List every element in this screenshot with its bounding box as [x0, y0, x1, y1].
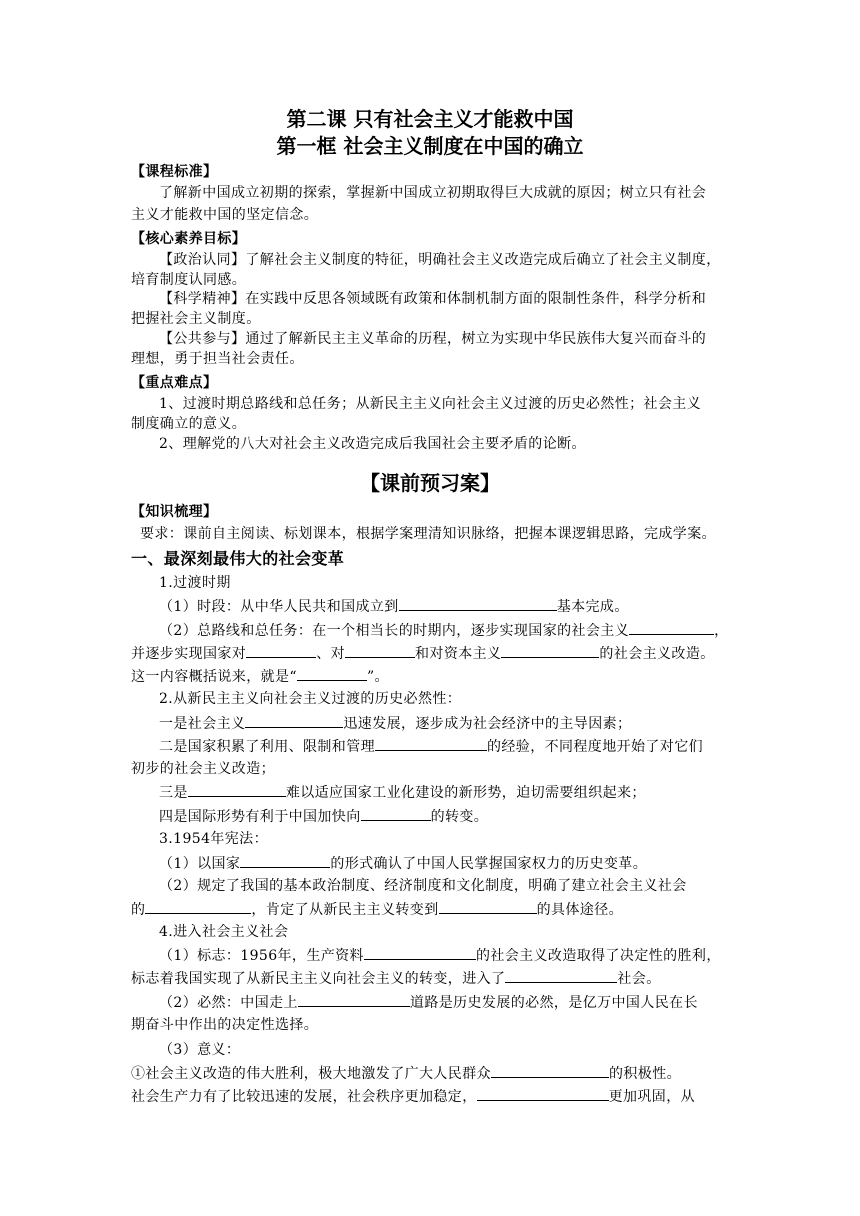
requirement-text: 要求：课前自主阅读、标划课本，根据学案理清知识脉络，把握本课逻辑思路，完成学案。 [140, 526, 716, 542]
answer-blank[interactable] [629, 620, 714, 635]
fill-line-general-line-3: 这一内容概括说来，就是“ ”。 [131, 666, 389, 687]
scientific-spirit-line-1: 【科学精神】在实践中反思各领域既有政策和体制机制方面的限制性条件，科学分析和 [159, 291, 707, 307]
answer-blank[interactable] [240, 853, 330, 868]
significance-heading: （3）意义： [159, 1042, 241, 1058]
knowledge-heading: 【知识梳理】 [131, 504, 218, 520]
fill-line-significance-1: ①社会主义改造的伟大胜利，极大地激发了广大人民群众 的积极性。 [131, 1063, 681, 1084]
course-standard-heading: 【课程标准】 [131, 164, 218, 180]
answer-blank[interactable] [375, 736, 487, 751]
answer-blank[interactable] [188, 782, 286, 797]
fill-line-necessity-4: 四是国际形势有利于中国加快向 的转变。 [159, 806, 488, 827]
fill-line-necessity-road: （2）必然：中国走上 道路是历史发展的必然，是亿万中国人民在长 [159, 992, 698, 1013]
section-1-heading: 一、最深刻最伟大的社会变革 [131, 549, 345, 568]
subsection-1-title: 1.过渡时期 [159, 575, 231, 591]
fill-line-constitution-1: （1）以国家 的形式确认了中国人民掌握国家权力的历史变革。 [159, 853, 647, 874]
frame-title: 第一框 社会主义制度在中国的确立 [276, 134, 584, 158]
course-standard-line-2: 主义才能救中国的坚定信念。 [131, 207, 319, 223]
answer-blank[interactable] [345, 643, 415, 658]
fill-line-necessity-road-cont: 期奋斗中作出的决定性选择。 [131, 1017, 319, 1033]
answer-blank[interactable] [245, 713, 343, 728]
fill-line-constitution-2: （2）规定了我国的基本政治制度、经济制度和文化制度，明确了建立社会主义社会 [159, 878, 687, 894]
political-identity-line-1: 【政治认同】了解社会主义制度的特征，明确社会主义改造完成后确立了社会主义制度， [159, 252, 721, 268]
answer-blank[interactable] [477, 1086, 609, 1101]
lesson-title: 第二课 只有社会主义才能救中国 [286, 107, 574, 131]
fill-line-constitution-2-cont: 的 ，肯定了从新民主主义转变到 的具体途径。 [131, 899, 623, 920]
subsection-3-title: 3.1954年宪法： [159, 831, 268, 847]
political-identity-line-2: 培育制度认同感。 [131, 272, 247, 288]
course-standard-line-1: 了解新中国成立初期的探索，掌握新中国成立初期取得巨大成就的原因；树立只有社会 [159, 185, 707, 201]
fill-line-general-line-1: （2）总路线和总任务：在一个相当长的时期内，逐步实现国家的社会主义 ， [159, 620, 729, 641]
fill-line-necessity-3: 三是 难以适应国家工业化建设的新形势，迫切需要组织起来； [159, 782, 646, 803]
answer-blank[interactable] [505, 968, 617, 983]
key-point-1-line-2: 制度确立的意义。 [131, 416, 247, 432]
fill-line-necessity-1: 一是社会主义 迅速发展，逐步成为社会经济中的主导因素； [159, 713, 631, 734]
answer-blank[interactable] [399, 596, 557, 611]
fill-line-significance-2: 社会生产力有了比较迅速的发展，社会秩序更加稳定， 更加巩固，从 [131, 1086, 695, 1107]
answer-blank[interactable] [501, 643, 599, 658]
fill-line-sign-1: （1）标志：1956年，生产资料 的社会主义改造取得了决定性的胜利， [159, 945, 721, 966]
fill-line-sign-2: 标志着我国实现了从新民主主义向社会主义的转变，进入了 社会。 [131, 968, 661, 989]
answer-blank[interactable] [364, 945, 476, 960]
fill-line-necessity-2: 二是国家积累了利用、限制和管理 的经验，不同程度地开始了对它们 [159, 736, 703, 757]
fill-line-necessity-2-cont: 初步的社会主义改造； [131, 761, 275, 777]
answer-blank[interactable] [491, 1063, 609, 1078]
public-participation-line-2: 理想，勇于担当社会责任。 [131, 351, 304, 367]
key-point-2: 2、理解党的八大对社会主义改造完成后我国社会主要矛盾的论断。 [159, 436, 586, 452]
answer-blank[interactable] [298, 992, 410, 1007]
fill-line-period: （1）时段：从中华人民共和国成立到 基本完成。 [159, 596, 629, 617]
core-goals-heading: 【核心素养目标】 [131, 231, 247, 247]
answer-blank[interactable] [439, 899, 537, 914]
answer-blank[interactable] [297, 666, 367, 681]
preview-title: 【课前预习案】 [360, 471, 500, 495]
answer-blank[interactable] [145, 899, 251, 914]
subsection-4-title: 4.进入社会主义社会 [159, 924, 289, 940]
key-point-1-line-1: 1、过渡时期总路线和总任务；从新民主主义向社会主义过渡的历史必然性；社会主义 [159, 396, 702, 412]
fill-line-general-line-2: 并逐步实现国家对 、对 和对资本主义 的社会主义改造。 [131, 643, 715, 664]
answer-blank[interactable] [246, 643, 316, 658]
scientific-spirit-line-2: 把握社会主义制度。 [131, 311, 261, 327]
answer-blank[interactable] [361, 806, 431, 821]
public-participation-line-1: 【公共参与】通过了解新民主主义革命的历程，树立为实现中华民族伟大复兴而奋斗的 [159, 331, 707, 347]
subsection-2-title: 2.从新民主主义向社会主义过渡的历史必然性： [159, 691, 462, 707]
key-points-heading: 【重点难点】 [131, 375, 218, 391]
